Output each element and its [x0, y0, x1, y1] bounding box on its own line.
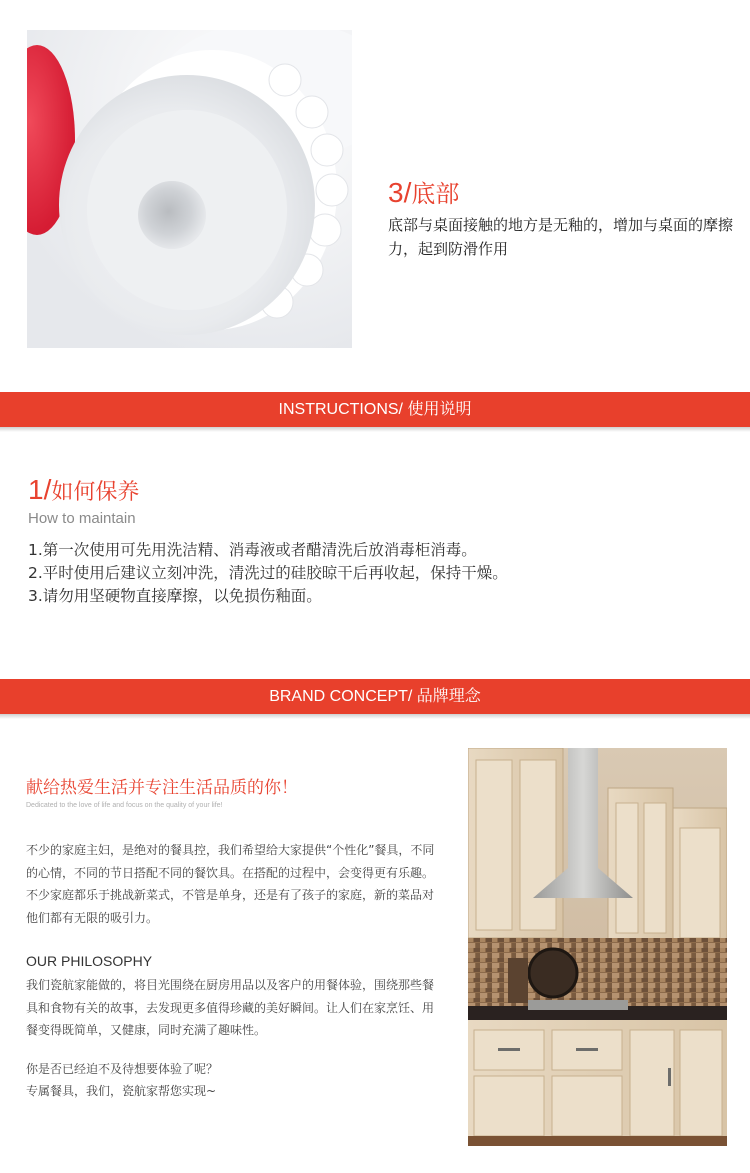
feature-block — [388, 178, 733, 261]
feature-title-text: 底部 — [411, 180, 460, 208]
feature-number: 3/ — [388, 177, 412, 208]
brand-section — [26, 776, 444, 1102]
brand-concept-banner: BRAND CONCEPT/ 品牌理念 — [0, 679, 750, 714]
maintain-number: 1/ — [28, 474, 52, 505]
philosophy-heading: OUR PHILOSOPHY — [26, 953, 153, 969]
list-item: 1.第一次使用可先用洗洁精、消毒液或者醋清洗后放消毒柜消毒。 — [28, 541, 477, 559]
brand-subtitle: Dedicated to the love of life and focus on the quality of your life! — [26, 802, 223, 809]
list-item: 3.请勿用坚硬物直接摩擦，以免损伤釉面。 — [28, 587, 322, 605]
product-bottom-photo — [27, 30, 352, 348]
kitchen-photo — [468, 748, 727, 1146]
closing-text — [26, 1058, 444, 1102]
maintain-title-text: 如何保养 — [51, 480, 140, 505]
maintain-section — [28, 474, 728, 608]
instructions-banner: INSTRUCTIONS/ 使用说明 — [0, 392, 750, 427]
philosophy-paragraph: 我们瓷航家能做的，将目光围绕在厨房用品以及客户的用餐体验，围绕那些餐具和食物有关的故事，去发现更多值得珍藏的美好瞬间。让人们在家烹饪、用餐变得既简单，又健康，同时充满了趣味性。 — [26, 978, 435, 1037]
maintain-subtitle: How to maintain — [28, 510, 136, 527]
brand-title: 献给热爱生活并专注生活品质的你！ — [26, 778, 298, 798]
closing-line: 你是否已经迫不及待想要体验了呢？ — [26, 1061, 219, 1076]
maintain-title — [28, 474, 728, 509]
feature-description: 底部与桌面接触的地方是无釉的，增加与桌面的摩擦力，起到防滑作用 — [388, 216, 734, 258]
closing-line: 专属餐具，我们，瓷航家帮您实现~ — [26, 1083, 217, 1098]
brand-paragraph: 不少的家庭主妇，是绝对的餐具控，我们希望给大家提供“个性化”餐具，不同的心情，不同的节日搭配不同的餐饮具。在搭配的过程中，会变得更有乐趣。不少家庭都乐于挑战新菜式，不管是单身，还是有了孩子的家庭，新的菜品对他们都有无限的吸引力。 — [26, 843, 435, 925]
maintain-list — [28, 539, 728, 608]
list-item: 2.平时使用后建议立刻冲洗，清洗过的硅胶晾干后再收起，保持干燥。 — [28, 564, 508, 582]
feature-title — [388, 178, 733, 209]
